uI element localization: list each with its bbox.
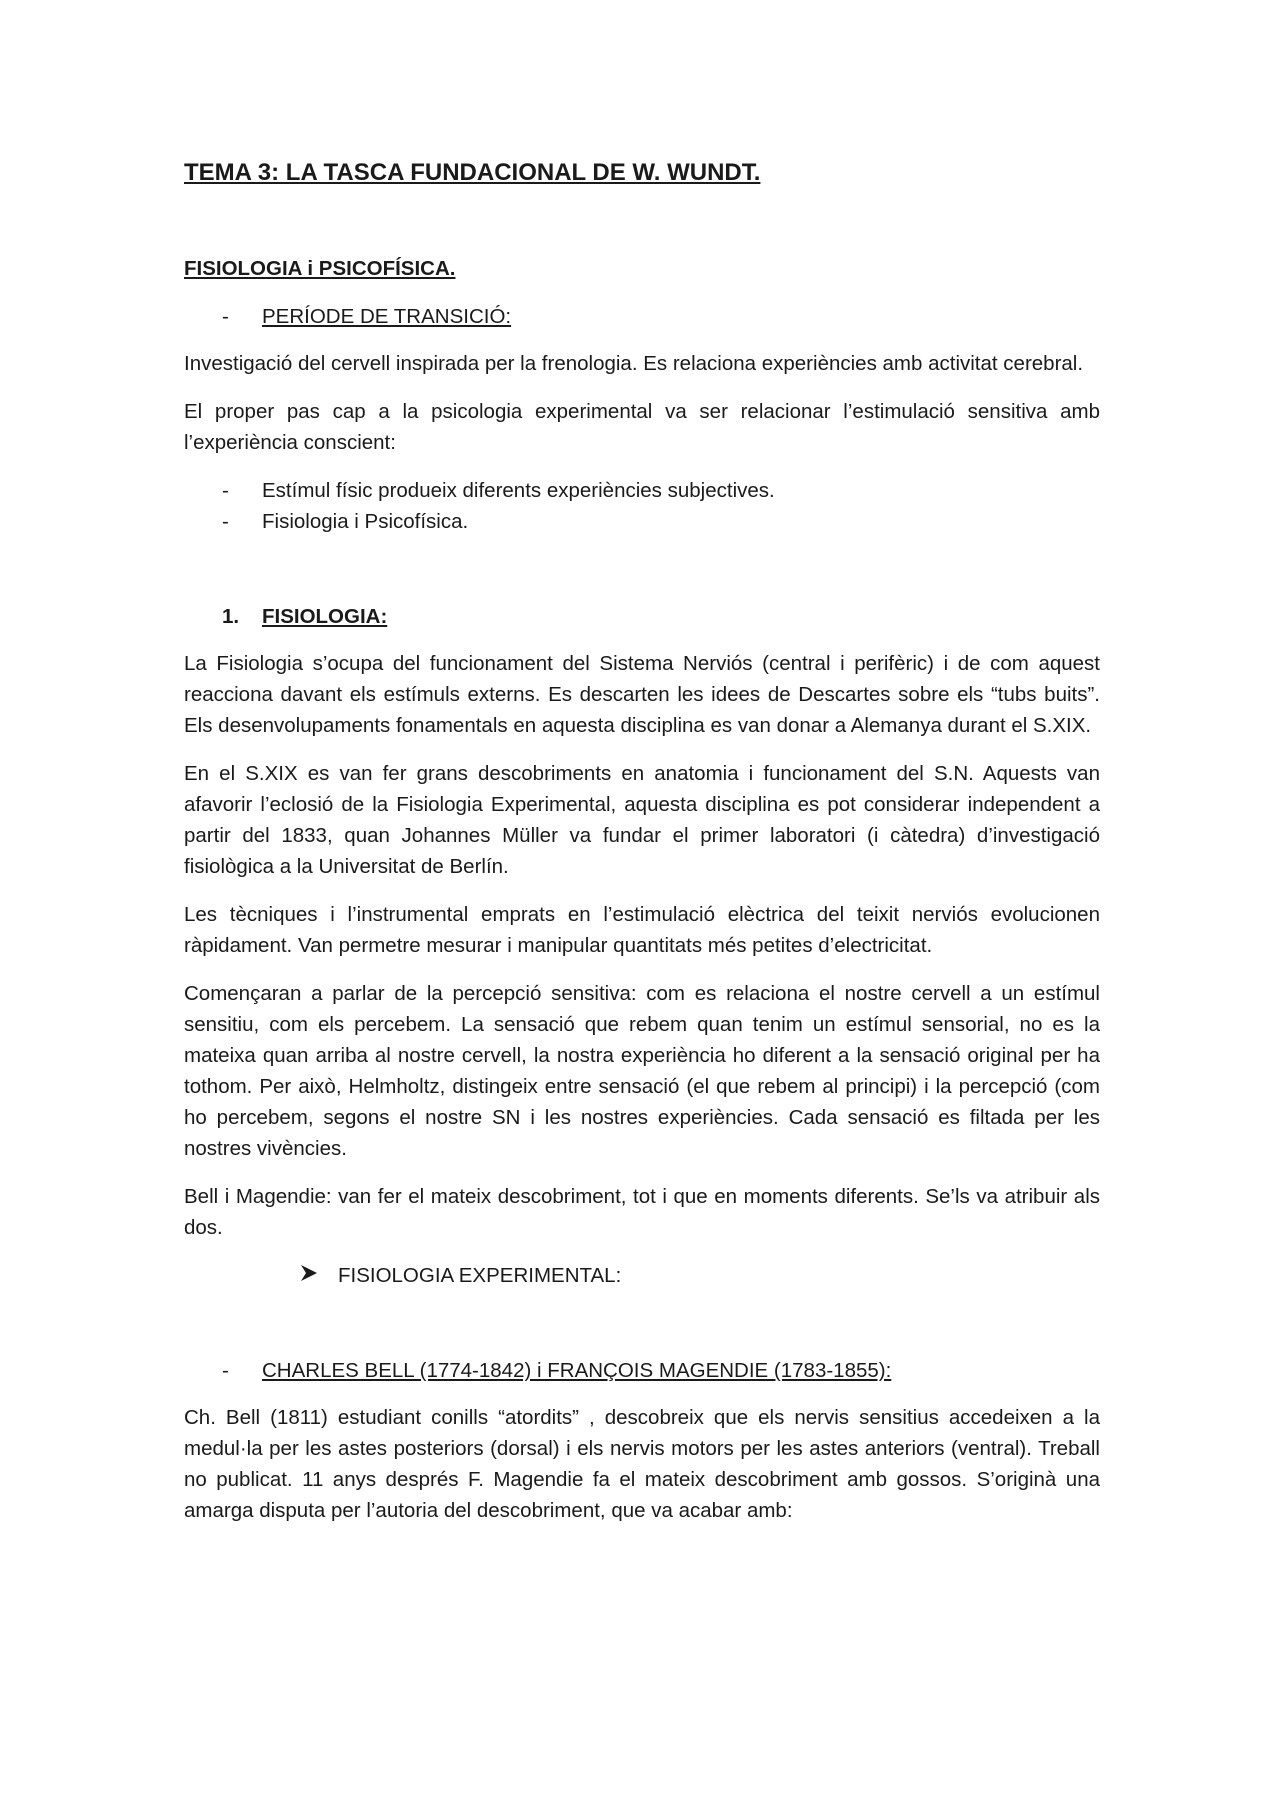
list-marker: -: [222, 305, 229, 328]
fisiologia-paragraph-1: La Fisiologia s’ocupa del funcionament del Sistema Nerviós (central i perifèric) i de com aquest reacciona davant els estímuls externs. Es descarten les idees de Descartes sobre els “tubs buits”. Els desenvolupaments fonamentals en aquesta disciplina es van donar a Alemanya durant el S.XIX.: [184, 652, 1100, 737]
numbered-heading: [184, 601, 1100, 632]
intro-paragraph-1: Investigació del cervell inspirada per la frenologia. Es relaciona experiències amb activitat cerebral.: [184, 352, 1084, 375]
list-marker: -: [222, 1359, 229, 1382]
list-marker: -: [222, 510, 229, 533]
transition-label: PERÍODE DE TRANSICIÓ:: [262, 305, 512, 328]
bell-paragraph: Ch. Bell (1811) estudiant conills “atordits” , descobreix que els nervis sensitius accedeixen a la medul·la per les astes posteriors (dorsal) i els nervis motors per les astes anteriors (ventral). Treball no publicat. 11 anys després F. Magendie fa el mateix descobriment amb gossos. S’originà una amarga disputa per l’autoria del descobriment, que va acabar amb:: [184, 1406, 1100, 1522]
list-item-text: Estímul físic produeix diferents experiències subjectives.: [262, 479, 775, 502]
list-item: [184, 475, 1100, 506]
fisiologia-paragraph-4: Començaran a parlar de la percepció sensitiva: com es relaciona el nostre cervell a un estímul sensitiu, com els percebem. La sensació que rebem quan tenim un estímul sensorial, no es la mateixa quan arriba al nostre cervell, la nostra experiència ho diferent a la sensació original per ha tothom. Per això, Helmholtz, distingeix entre sensació (el que rebem al principi) i la percepció (com ho percebem, segons el nostre SN i les nostres experiències. Cada sensació es filtada per les nostres vivències.: [184, 982, 1100, 1160]
list-marker: -: [222, 479, 229, 502]
fisiologia-paragraph-3: Les tècniques i l’instrumental emprats en l’estimulació elèctrica del teixit nerviós evolucionen ràpidament. Van permetre mesurar i manipular quantitats més petites d’electricitat.: [184, 903, 1100, 957]
bell-heading-label: CHARLES BELL (1774-1842) i FRANÇOIS MAGENDIE (1783-1855):: [262, 1359, 892, 1382]
numbered-heading-label: FISIOLOGIA:: [262, 605, 388, 628]
bell-heading: [184, 1355, 1100, 1386]
arrow-item-label: FISIOLOGIA EXPERIMENTAL:: [338, 1264, 622, 1287]
fisiologia-paragraph-5: Bell i Magendie: van fer el mateix descobriment, tot i que en moments diferents. Se’ls va atribuir als dos.: [184, 1185, 1100, 1239]
section-heading: FISIOLOGIA i PSICOFÍSICA.: [184, 257, 456, 280]
document-body: [184, 156, 1100, 1526]
fisiologia-paragraph-2: En el S.XIX es van fer grans descobriments en anatomia i funcionament del S.N. Aquests van afavorir l’eclosió de la Fisiologia Experimental, aquesta disciplina es pot considerar independent a partir del 1833, quan Johannes Müller va fundar el primer laboratori (i càtedra) d’investigació fisiològica a la Universitat de Berlín.: [184, 762, 1100, 878]
transition-heading: [184, 301, 1100, 332]
document-title: TEMA 3: LA TASCA FUNDACIONAL DE W. WUNDT.: [184, 159, 761, 186]
arrow-list-item: [184, 1260, 1100, 1291]
arrowhead-bullet-icon: [300, 1260, 338, 1291]
list-item-text: Fisiologia i Psicofísica.: [262, 510, 469, 533]
intro-paragraph-2: El proper pas cap a la psicologia experimental va ser relacionar l’estimulació sensitiva amb l’experiència conscient:: [184, 400, 1100, 454]
list-item: [184, 506, 1100, 537]
list-number: 1.: [222, 605, 240, 628]
